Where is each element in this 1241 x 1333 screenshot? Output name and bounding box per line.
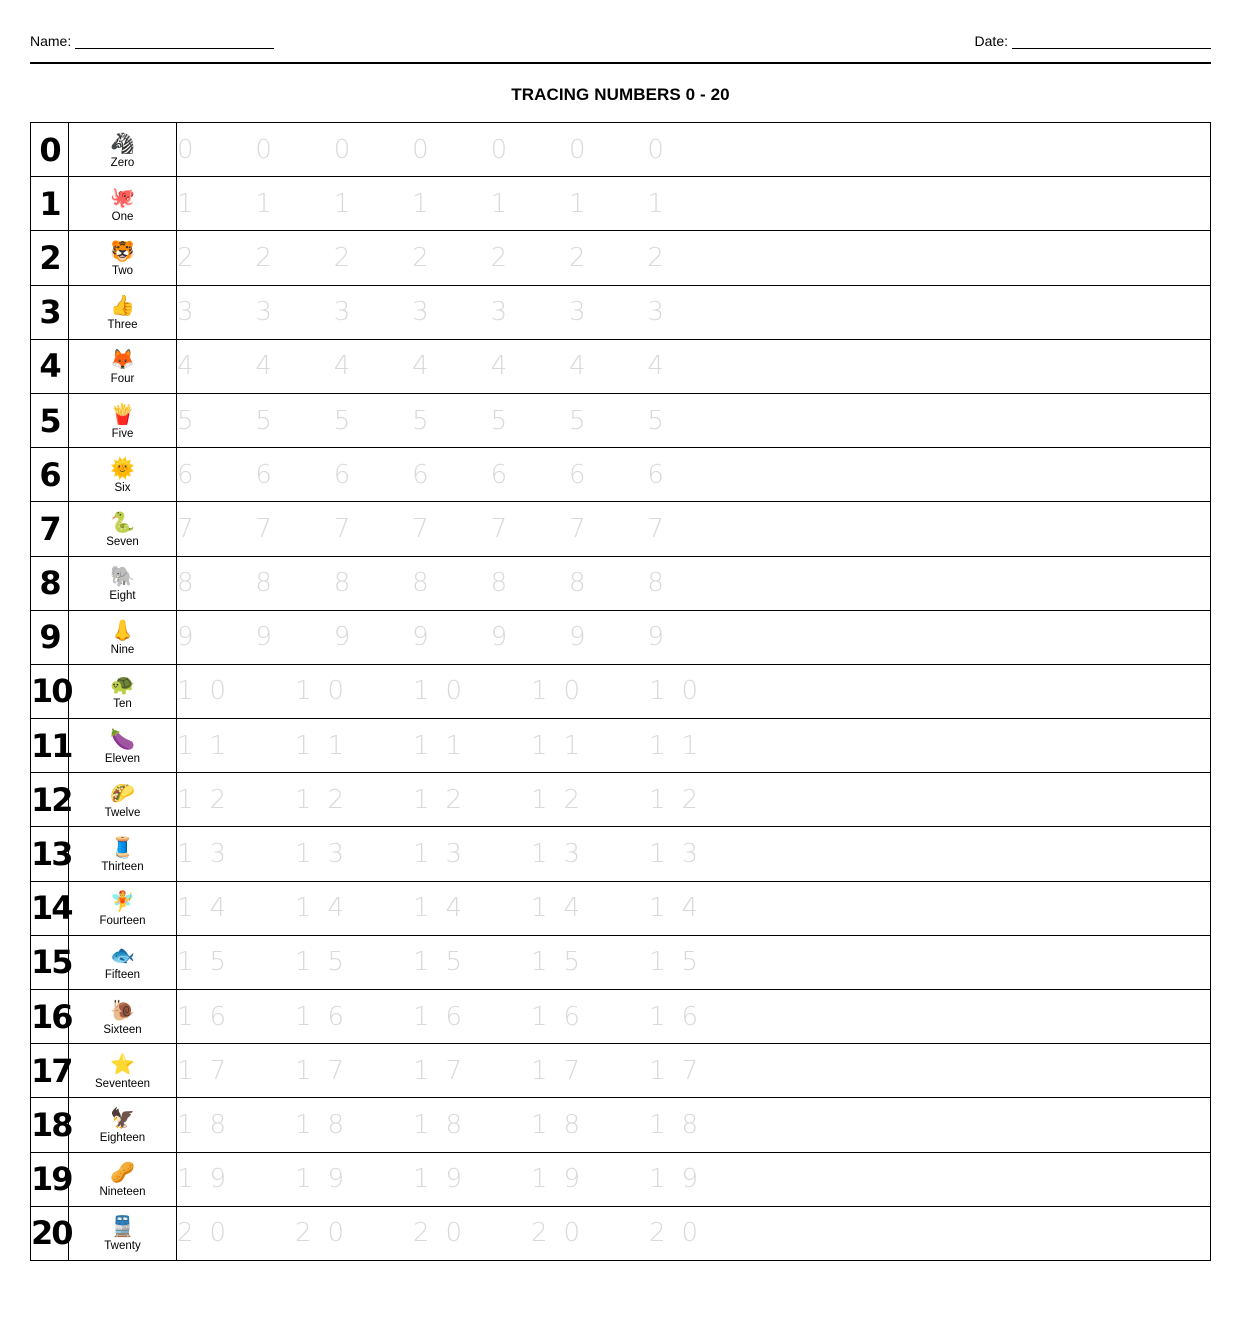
trace-number: 17 <box>177 1055 243 1086</box>
trace-number: 11 <box>295 730 361 761</box>
row-picture-cell <box>69 502 177 556</box>
row-picture-cell <box>69 773 177 827</box>
trace-number: 7 <box>412 513 429 544</box>
row-picture-cell <box>69 935 177 989</box>
trace-number: 7 <box>177 513 194 544</box>
trace-number: 9 <box>255 622 272 653</box>
tracing-area[interactable] <box>177 935 1211 989</box>
table-row <box>31 285 1211 339</box>
number-word: Nine <box>110 644 135 657</box>
trace-number: 15 <box>413 947 479 978</box>
trace-number: 3 <box>412 297 429 328</box>
number-word: Fifteen <box>104 969 141 982</box>
trace-number: 3 <box>647 297 664 328</box>
trace-number: 1 <box>177 188 194 219</box>
trace-number: 10 <box>649 676 715 707</box>
trace-number: 13 <box>177 839 243 870</box>
row-number: 15 <box>31 935 69 989</box>
trace-number: 20 <box>177 1218 243 1249</box>
table-row <box>31 990 1211 1044</box>
table-row <box>31 1206 1211 1260</box>
trace-number: 14 <box>649 893 715 924</box>
trace-number: 6 <box>490 459 508 490</box>
trace-number: 17 <box>531 1055 597 1086</box>
row-number: 10 <box>31 664 69 718</box>
table-row <box>31 610 1211 664</box>
trace-number: 1 <box>647 188 664 219</box>
trace-number: 0 <box>177 134 194 165</box>
trace-number: 0 <box>412 134 429 165</box>
row-picture-cell <box>69 664 177 718</box>
trace-number: 0 <box>255 134 272 165</box>
tracing-area[interactable] <box>177 556 1211 610</box>
table-row <box>31 556 1211 610</box>
table-row <box>31 123 1211 177</box>
trace-number: 0 <box>490 134 508 165</box>
trace-number: 5 <box>490 405 508 436</box>
trace-number: 4 <box>568 351 586 382</box>
thread-spool-icon: 🧵 <box>110 837 135 860</box>
row-number: 1 <box>31 177 69 231</box>
trace-number: 2 <box>490 242 508 273</box>
date-input-line[interactable] <box>1012 36 1211 49</box>
row-picture-cell <box>69 1044 177 1098</box>
row-picture-cell <box>69 1206 177 1260</box>
number-word: Twelve <box>104 806 141 819</box>
trace-number: 16 <box>649 1001 715 1032</box>
snail-icon: 🐌 <box>110 999 135 1022</box>
trace-number: 15 <box>295 947 361 978</box>
number-word: Eleven <box>104 752 141 765</box>
number-word: Twenty <box>104 1240 141 1253</box>
octopus-icon: 🐙 <box>110 186 135 209</box>
table-row <box>31 935 1211 989</box>
turtle-icon: 🐢 <box>110 674 135 697</box>
trace-number: 5 <box>568 405 586 436</box>
trace-number: 9 <box>412 622 429 653</box>
trace-number: 18 <box>413 1109 479 1140</box>
trace-number: 2 <box>177 242 194 273</box>
trace-number: 20 <box>531 1218 597 1249</box>
tracing-area[interactable] <box>177 1206 1211 1260</box>
trace-number: 8 <box>412 568 429 599</box>
trace-number: 18 <box>295 1109 361 1140</box>
train-icon: 🚆 <box>110 1216 135 1239</box>
trace-number: 7 <box>647 513 664 544</box>
table-row <box>31 773 1211 827</box>
trace-number: 8 <box>333 568 351 599</box>
tiger-face-icon: 🐯 <box>110 240 135 263</box>
row-number: 4 <box>31 339 69 393</box>
trace-number: 5 <box>412 405 429 436</box>
trace-number: 7 <box>255 513 272 544</box>
trace-number: 9 <box>647 622 664 653</box>
table-row <box>31 502 1211 556</box>
tracing-area[interactable] <box>177 1152 1211 1206</box>
trace-number: 4 <box>647 351 664 382</box>
trace-number: 2 <box>568 242 586 273</box>
trace-number: 17 <box>295 1055 361 1086</box>
trace-number: 6 <box>568 459 586 490</box>
name-input-line[interactable] <box>75 36 274 49</box>
eggplant-icon: 🍆 <box>110 728 135 751</box>
row-number: 8 <box>31 556 69 610</box>
tracing-area[interactable] <box>177 177 1211 231</box>
row-picture-cell <box>69 231 177 285</box>
nose-icon: 👃 <box>110 620 135 643</box>
trace-number: 9 <box>568 622 586 653</box>
trace-number: 6 <box>412 459 429 490</box>
trace-number: 16 <box>177 1001 243 1032</box>
trace-number: 9 <box>177 622 194 653</box>
trace-number: 8 <box>490 568 508 599</box>
row-picture-cell <box>69 339 177 393</box>
fairy-icon: 🧚 <box>110 891 135 914</box>
trace-number: 3 <box>255 297 272 328</box>
trace-number: 3 <box>333 297 351 328</box>
name-label: Name: <box>30 33 72 49</box>
trace-number: 5 <box>333 405 351 436</box>
trace-number: 9 <box>333 622 351 653</box>
number-word: Nineteen <box>99 1186 146 1199</box>
trace-number: 10 <box>413 676 479 707</box>
trace-number: 1 <box>568 188 586 219</box>
trace-number: 6 <box>255 459 272 490</box>
row-number: 19 <box>31 1152 69 1206</box>
date-field <box>975 33 1211 49</box>
tracing-area[interactable] <box>177 664 1211 718</box>
trace-number: 15 <box>177 947 243 978</box>
trace-number: 15 <box>649 947 715 978</box>
trace-number: 6 <box>333 459 351 490</box>
trace-number: 2 <box>647 242 664 273</box>
elephant-icon: 🐘 <box>110 566 135 589</box>
number-word: Fourteen <box>99 915 146 928</box>
trace-number: 0 <box>647 134 664 165</box>
number-word: One <box>111 210 134 223</box>
zebra-icon: 🦓 <box>110 132 135 155</box>
tracing-area[interactable] <box>177 1044 1211 1098</box>
tracing-area[interactable] <box>177 610 1211 664</box>
trace-number: 19 <box>177 1164 243 1195</box>
trace-number: 1 <box>255 188 272 219</box>
table-row <box>31 393 1211 447</box>
row-number: 12 <box>31 773 69 827</box>
trace-number: 16 <box>413 1001 479 1032</box>
trace-number: 4 <box>490 351 508 382</box>
trace-number: 13 <box>413 839 479 870</box>
table-row <box>31 339 1211 393</box>
row-number: 20 <box>31 1206 69 1260</box>
number-word: Three <box>107 319 138 332</box>
row-number: 16 <box>31 990 69 1044</box>
trace-number: 6 <box>177 459 194 490</box>
table-row <box>31 827 1211 881</box>
trace-number: 6 <box>647 459 664 490</box>
row-picture-cell <box>69 719 177 773</box>
trace-number: 18 <box>531 1109 597 1140</box>
french-fries-icon: 🍟 <box>110 403 135 426</box>
table-row <box>31 1044 1211 1098</box>
trace-number: 13 <box>531 839 597 870</box>
star-icon: ⭐ <box>110 1053 135 1076</box>
row-picture-cell <box>69 448 177 502</box>
trace-number: 3 <box>177 297 194 328</box>
trace-number: 15 <box>531 947 597 978</box>
trace-number: 18 <box>177 1109 243 1140</box>
row-picture-cell <box>69 285 177 339</box>
trace-number: 10 <box>295 676 361 707</box>
row-number: 0 <box>31 123 69 177</box>
trace-number: 19 <box>413 1164 479 1195</box>
trace-number: 5 <box>177 405 194 436</box>
trace-number: 12 <box>413 784 479 815</box>
tracing-area[interactable] <box>177 827 1211 881</box>
trace-number: 7 <box>333 513 351 544</box>
row-picture-cell <box>69 556 177 610</box>
row-number: 5 <box>31 393 69 447</box>
trace-number: 8 <box>255 568 272 599</box>
trace-number: 4 <box>255 351 272 382</box>
row-number: 7 <box>31 502 69 556</box>
tracing-area[interactable] <box>177 339 1211 393</box>
trace-number: 0 <box>568 134 586 165</box>
trace-number: 4 <box>412 351 429 382</box>
fish-icon: 🐟 <box>110 945 135 968</box>
row-number: 9 <box>31 610 69 664</box>
trace-number: 16 <box>295 1001 361 1032</box>
trace-number: 20 <box>649 1218 715 1249</box>
number-word: Zero <box>110 156 135 169</box>
tracing-area[interactable] <box>177 881 1211 935</box>
date-label: Date: <box>974 33 1008 49</box>
number-word: Eighteen <box>99 1131 146 1144</box>
row-number: 3 <box>31 285 69 339</box>
trace-number: 3 <box>490 297 508 328</box>
worksheet-header <box>30 30 1211 64</box>
table-row <box>31 881 1211 935</box>
fox-face-icon: 🦊 <box>110 349 135 372</box>
table-row <box>31 177 1211 231</box>
trace-number: 16 <box>531 1001 597 1032</box>
number-word: Seventeen <box>95 1077 150 1090</box>
sun-icon: 🌞 <box>110 457 135 480</box>
trace-number: 11 <box>413 730 479 761</box>
trace-number: 14 <box>177 893 243 924</box>
trace-number: 4 <box>177 351 194 382</box>
trace-number: 19 <box>649 1164 715 1195</box>
row-picture-cell <box>69 827 177 881</box>
number-word: Six <box>114 481 131 494</box>
trace-number: 8 <box>647 568 664 599</box>
table-row <box>31 719 1211 773</box>
number-word: Four <box>110 373 135 386</box>
table-row <box>31 231 1211 285</box>
trace-number: 8 <box>177 568 194 599</box>
number-word: Seven <box>106 535 139 548</box>
tracing-area[interactable] <box>177 990 1211 1044</box>
thumbs-up-icon: 👍 <box>110 295 135 318</box>
trace-number: 14 <box>413 893 479 924</box>
row-number: 14 <box>31 881 69 935</box>
trace-number: 14 <box>531 893 597 924</box>
trace-number: 5 <box>255 405 272 436</box>
number-word: Sixteen <box>103 1023 142 1036</box>
trace-number: 20 <box>413 1218 479 1249</box>
row-picture-cell <box>69 1098 177 1152</box>
taco-icon: 🌮 <box>110 782 135 805</box>
trace-number: 11 <box>177 730 243 761</box>
tracing-area[interactable] <box>177 393 1211 447</box>
number-word: Eight <box>109 590 136 603</box>
number-word: Two <box>111 264 134 277</box>
trace-number: 12 <box>177 784 243 815</box>
trace-number: 18 <box>649 1109 715 1140</box>
table-row <box>31 1152 1211 1206</box>
tracing-area[interactable] <box>177 719 1211 773</box>
row-number: 18 <box>31 1098 69 1152</box>
number-word: Thirteen <box>101 861 144 874</box>
name-field <box>30 33 274 49</box>
trace-number: 5 <box>647 405 664 436</box>
trace-number: 14 <box>295 893 361 924</box>
tracing-area[interactable] <box>177 1098 1211 1152</box>
trace-number: 8 <box>568 568 586 599</box>
trace-number: 2 <box>255 242 272 273</box>
trace-number: 17 <box>413 1055 479 1086</box>
trace-number: 1 <box>333 188 351 219</box>
trace-number: 19 <box>531 1164 597 1195</box>
row-picture-cell <box>69 393 177 447</box>
trace-number: 3 <box>568 297 586 328</box>
trace-number: 13 <box>649 839 715 870</box>
peanut-icon: 🥜 <box>110 1162 135 1185</box>
trace-number: 9 <box>490 622 508 653</box>
row-number: 11 <box>31 719 69 773</box>
number-word: Ten <box>113 698 132 711</box>
tracing-area[interactable] <box>177 285 1211 339</box>
snake-icon: 🐍 <box>110 511 135 534</box>
trace-number: 2 <box>412 242 429 273</box>
tracing-table <box>30 122 1211 1261</box>
tracing-area[interactable] <box>177 502 1211 556</box>
row-picture-cell <box>69 123 177 177</box>
row-picture-cell <box>69 610 177 664</box>
trace-number: 4 <box>333 351 351 382</box>
row-number: 2 <box>31 231 69 285</box>
tracing-area[interactable] <box>177 231 1211 285</box>
trace-number: 12 <box>295 784 361 815</box>
row-number: 6 <box>31 448 69 502</box>
trace-number: 1 <box>412 188 429 219</box>
table-row <box>31 448 1211 502</box>
row-number: 13 <box>31 827 69 881</box>
trace-number: 12 <box>531 784 597 815</box>
trace-number: 10 <box>531 676 597 707</box>
trace-number: 7 <box>568 513 586 544</box>
tracing-area[interactable] <box>177 448 1211 502</box>
trace-number: 0 <box>333 134 351 165</box>
trace-number: 13 <box>295 839 361 870</box>
number-word: Five <box>111 427 134 440</box>
trace-number: 11 <box>649 730 715 761</box>
table-row <box>31 1098 1211 1152</box>
row-picture-cell <box>69 881 177 935</box>
row-picture-cell <box>69 177 177 231</box>
table-row <box>31 664 1211 718</box>
trace-number: 7 <box>490 513 508 544</box>
trace-number: 10 <box>177 676 243 707</box>
trace-number: 19 <box>295 1164 361 1195</box>
row-picture-cell <box>69 1152 177 1206</box>
trace-number: 2 <box>333 242 351 273</box>
trace-number: 20 <box>295 1218 361 1249</box>
trace-number: 1 <box>490 188 508 219</box>
trace-number: 12 <box>649 784 715 815</box>
tracing-area[interactable] <box>177 773 1211 827</box>
row-picture-cell <box>69 990 177 1044</box>
trace-number: 11 <box>531 730 597 761</box>
page-title: TRACING NUMBERS 0 - 20 <box>511 85 730 104</box>
tracing-area[interactable] <box>177 123 1211 177</box>
eagle-icon: 🦅 <box>110 1107 135 1130</box>
row-number: 17 <box>31 1044 69 1098</box>
trace-number: 17 <box>649 1055 715 1086</box>
